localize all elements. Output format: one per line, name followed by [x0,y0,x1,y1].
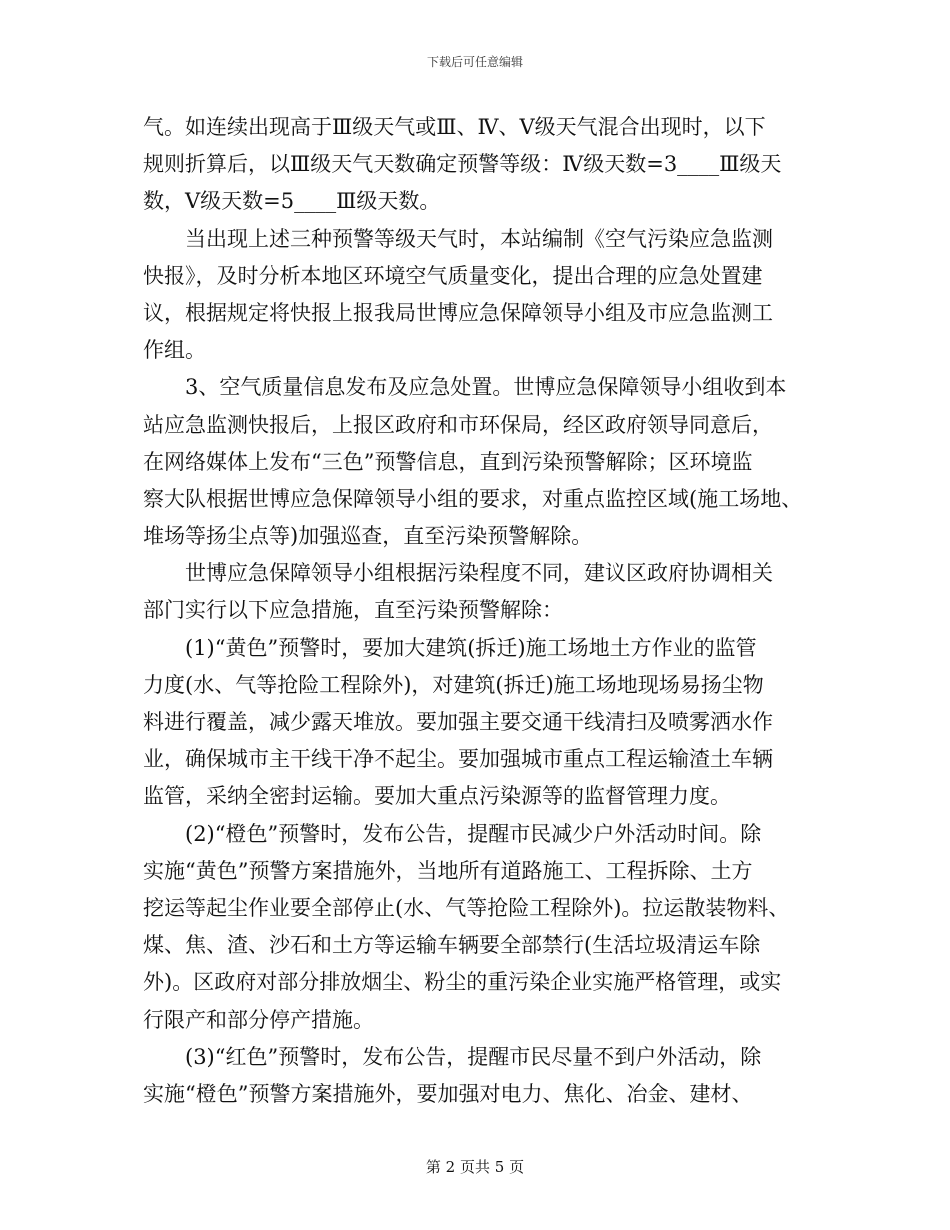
body-line: 挖运等起尘作业要全部停止(水、气等抢险工程除外)。拉运散装物料、 [143,895,790,920]
body-line: 世博应急保障领导小组根据污染程度不同，建议区政府协调相关 [143,561,773,586]
body-line: 作组。 [143,338,206,363]
body-line: 快报》，及时分析本地区环境空气质量变化，提出合理的应急处置建 [143,263,763,288]
body-line: 业，确保城市主干线干净不起尘。要加强城市重点工程运输渣土车辆 [143,747,773,772]
body-line: 站应急监测快报后，上报区政府和市环保局，经区政府领导同意后， [143,412,773,437]
body-line: 煤、焦、渣、沙石和土方等运输车辆要全部禁行(生活垃圾清运车除 [143,933,761,958]
body-line: (3)“红色”预警时，发布公告，提醒市民尽量不到户外活动，除 [143,1044,762,1069]
body-line: (2)“橙色”预警时，发布公告，提醒市民减少户外活动时间。除 [143,821,762,846]
body-line: 料进行覆盖，减少露天堆放。要加强主要交通干线清扫及喷雾洒水作 [143,710,773,734]
page-header: 下载后可任意编辑 [426,55,523,69]
body-line: 3、空气质量信息发布及应急处置。世博应急保障领导小组收到本 [143,375,787,400]
body-line: 当出现上述三种预警等级天气时，本站编制《空气污染应急监测 [143,226,773,251]
body-line: 气。如连续出现高于Ⅲ级天气或Ⅲ、Ⅳ、Ⅴ级天气混合出现时，以下 [143,115,766,139]
body-line: 实施“黄色”预警方案措施外，当地所有道路施工、工程拆除、土方 [143,858,753,883]
body-line: (1)“黄色”预警时，要加大建筑(拆迁)施工场地土方作业的监管 [143,635,757,660]
body-line: 数，Ⅴ级天数=5____Ⅲ级天数。 [143,189,441,214]
body-line: 部门实行以下应急措施，直至污染预警解除： [143,598,563,623]
body-line: 规则折算后，以Ⅲ级天气天数确定预警等级：Ⅳ级天数=3____Ⅲ级天 [143,152,782,177]
body-line: 议，根据规定将快报上报我局世博应急保障领导小组及市应急监测工 [143,300,773,325]
body-line: 在网络媒体上发布“三色”预警信息，直到污染预警解除；区环境监 [143,449,753,474]
page-footer: 第 2 页共 5 页 [425,1158,525,1176]
document-body [143,112,809,1116]
body-line: 力度(水、气等抢险工程除外)，对建筑(拆迁)施工场地现场易扬尘物 [143,672,764,697]
body-line: 堆场等扬尘点等)加强巡查，直至污染预警解除。 [143,524,593,549]
body-line: 外)。区政府对部分排放烟尘、粉尘的重污染企业实施严格管理，或实 [143,970,782,995]
body-line: 监管，采纳全密封运输。要加大重点污染源等的监督管理力度。 [143,784,731,809]
body-line: 实施“橙色”预警方案措施外，要加强对电力、焦化、冶金、建材、 [143,1081,753,1106]
body-line: 察大队根据世博应急保障领导小组的要求，对重点监控区域(施工场地、 [143,486,803,511]
body-line: 行限产和部分停产措施。 [143,1007,374,1032]
